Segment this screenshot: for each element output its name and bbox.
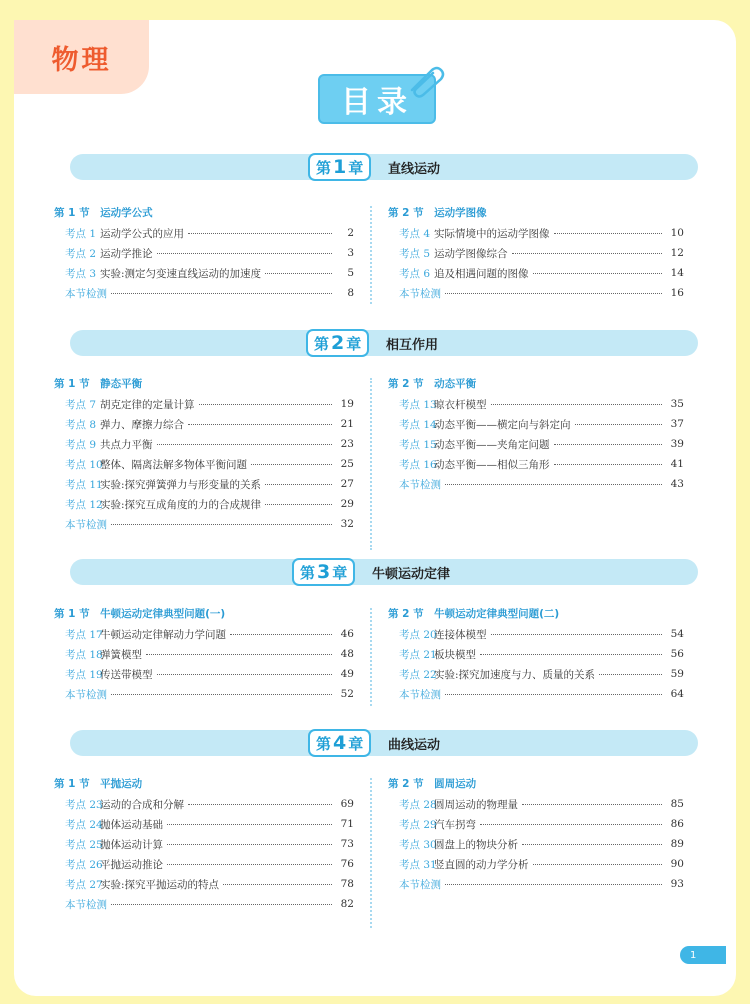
toc-entry[interactable]: 考点 6 追及相遇问题的图像 14: [399, 267, 684, 280]
section-heading[interactable]: 第 2 节 圆周运动: [388, 778, 477, 790]
toc-entry[interactable]: 考点 8 弹力、摩擦力综合 21: [65, 418, 354, 431]
chapter-title[interactable]: 曲线运动: [388, 738, 441, 753]
toc-entry[interactable]: 考点 26 平抛运动推论 76: [65, 858, 354, 871]
section: [388, 374, 684, 494]
chapter-bar: [70, 559, 698, 585]
toc-entry[interactable]: 考点 1 运动学公式的应用 2: [65, 227, 354, 240]
toc-entry[interactable]: 考点 15 动态平衡——夹角定问题 39: [399, 438, 684, 451]
toc-entry[interactable]: 考点 28 圆周运动的物理量 85: [399, 798, 684, 811]
toc-entry[interactable]: 考点 2 运动学推论 3: [65, 247, 354, 260]
section-check-entry[interactable]: 本节检测 93: [399, 878, 684, 891]
section-check-entry[interactable]: 本节检测 52: [65, 688, 354, 701]
section: [388, 604, 684, 704]
toc-entry[interactable]: 考点 19 传送带模型 49: [65, 668, 354, 681]
section: [54, 774, 354, 914]
toc-entry[interactable]: 考点 20 连接体模型 54: [399, 628, 684, 641]
section-heading[interactable]: 第 2 节 牛顿运动定律典型问题(二): [388, 608, 560, 620]
section-check-entry[interactable]: 本节检测 8: [65, 287, 354, 300]
toc-entry[interactable]: 考点 27 实验:探究平抛运动的特点 78: [65, 878, 354, 891]
chapter-badge[interactable]: 第 2 章: [306, 329, 369, 357]
toc-entry[interactable]: 考点 10 整体、隔离法解多物体平衡问题 25: [65, 458, 354, 471]
column-divider: [370, 206, 372, 304]
column-divider: [370, 378, 372, 550]
section: [54, 203, 354, 303]
section-heading[interactable]: 第 2 节 动态平衡: [388, 378, 477, 390]
section-check-entry[interactable]: 本节检测 64: [399, 688, 684, 701]
toc-entry[interactable]: 考点 13 晾衣杆模型 35: [399, 398, 684, 411]
toc-entry[interactable]: 考点 23 运动的合成和分解 69: [65, 798, 354, 811]
section-check-entry[interactable]: 本节检测 16: [399, 287, 684, 300]
section-heading[interactable]: 第 2 节 运动学图像: [388, 207, 487, 219]
chapter-title[interactable]: 相互作用: [386, 338, 439, 353]
toc-entry[interactable]: 考点 18 弹簧模型 48: [65, 648, 354, 661]
toc-entry[interactable]: 考点 22 实验:探究加速度与力、质量的关系 59: [399, 668, 684, 681]
section: [388, 203, 684, 303]
toc-entry[interactable]: 考点 7 胡克定律的定量计算 19: [65, 398, 354, 411]
chapter-bar: [70, 154, 698, 180]
chapter-title[interactable]: 直线运动: [388, 162, 441, 177]
section-heading[interactable]: 第 1 节 静态平衡: [54, 378, 143, 390]
page-number: 1: [680, 946, 726, 964]
toc-entry[interactable]: 考点 17 牛顿运动定律解动力学问题 46: [65, 628, 354, 641]
toc-entry[interactable]: 考点 21 板块模型 56: [399, 648, 684, 661]
section: [54, 604, 354, 704]
toc-entry[interactable]: 考点 16 动态平衡——相似三角形 41: [399, 458, 684, 471]
section-check-entry[interactable]: 本节检测 43: [399, 478, 684, 491]
toc-page: [14, 20, 736, 996]
chapter-badge[interactable]: 第 4 章: [308, 729, 371, 757]
toc-entry[interactable]: 考点 14 动态平衡——横定向与斜定向 37: [399, 418, 684, 431]
chapter-badge[interactable]: 第 1 章: [308, 153, 371, 181]
section-heading[interactable]: 第 1 节 平抛运动: [54, 778, 143, 790]
toc-entry[interactable]: 考点 9 共点力平衡 23: [65, 438, 354, 451]
toc-entry[interactable]: 考点 3 实验:测定匀变速直线运动的加速度 5: [65, 267, 354, 280]
chapter-bar: [70, 330, 698, 356]
section-check-entry[interactable]: 本节检测 32: [65, 518, 354, 531]
section-heading[interactable]: 第 1 节 运动学公式: [54, 207, 153, 219]
toc-entry[interactable]: 考点 25 抛体运动计算 73: [65, 838, 354, 851]
toc-entry[interactable]: 考点 31 竖直圆的动力学分析 90: [399, 858, 684, 871]
section: [388, 774, 684, 894]
toc-title: 目录: [318, 74, 436, 124]
toc-entry[interactable]: 考点 5 运动学图像综合 12: [399, 247, 684, 260]
chapter-title[interactable]: 牛顿运动定律: [372, 567, 451, 582]
toc-entry[interactable]: 考点 4 实际情境中的运动学图像 10: [399, 227, 684, 240]
toc-entry[interactable]: 考点 12 实验:探究互成角度的力的合成规律 29: [65, 498, 354, 511]
subject-label: 物理: [14, 20, 149, 94]
toc-entry[interactable]: 考点 11 实验:探究弹簧弹力与形变量的关系 27: [65, 478, 354, 491]
chapter-badge[interactable]: 第 3 章: [292, 558, 355, 586]
section: [54, 374, 354, 534]
toc-entry[interactable]: 考点 30 圆盘上的物块分析 89: [399, 838, 684, 851]
toc-entry[interactable]: 考点 24 抛体运动基础 71: [65, 818, 354, 831]
column-divider: [370, 608, 372, 706]
section-check-entry[interactable]: 本节检测 82: [65, 898, 354, 911]
section-heading[interactable]: 第 1 节 牛顿运动定律典型问题(一): [54, 608, 226, 620]
chapter-bar: [70, 730, 698, 756]
toc-entry[interactable]: 考点 29 汽车拐弯 86: [399, 818, 684, 831]
paperclip-icon: [406, 64, 446, 98]
column-divider: [370, 778, 372, 928]
